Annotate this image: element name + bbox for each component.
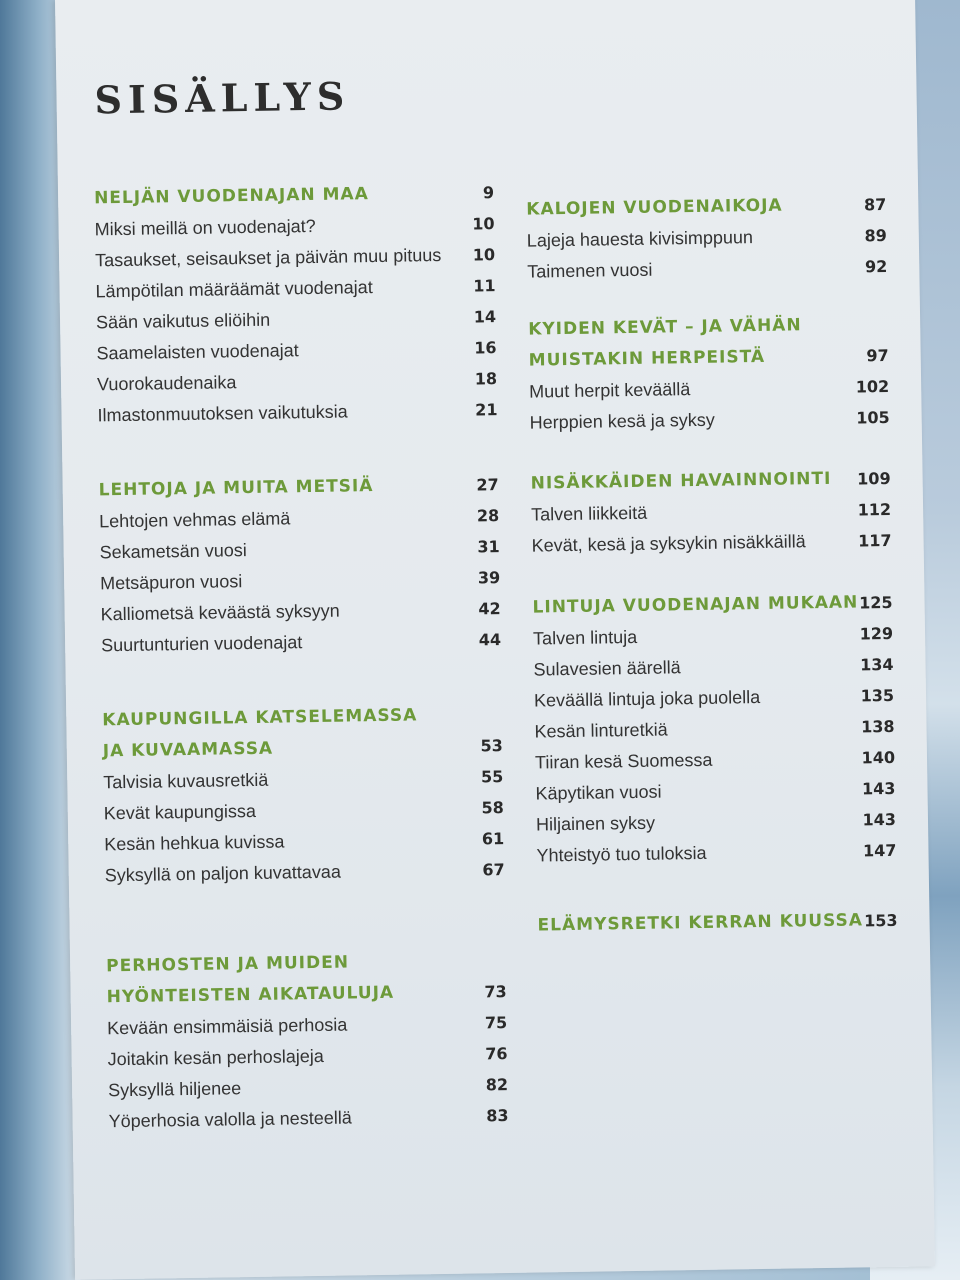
toc-entry-label: Tasaukset, seisaukset ja päivän muu pituus [94, 244, 442, 271]
toc-entry-label: Yhteistyö tuo tuloksia [536, 842, 707, 866]
toc-entry-page-number: 134 [859, 654, 894, 675]
toc-entry-label: Herppien kesä ja syksy [529, 409, 715, 433]
toc-entry-label: Joitakin kesän perhoslajeja [107, 1045, 324, 1070]
section-heading-line: LINTUJA VUODENAJAN MUKAAN [532, 592, 859, 618]
section-heading-line: PERHOSTEN JA MUIDEN [106, 952, 350, 977]
toc-section [537, 905, 897, 942]
toc-entry[interactable] [97, 394, 497, 431]
toc-entry-page-number: 42 [478, 599, 501, 619]
toc-section [98, 469, 501, 661]
toc-entry-label: Kalliometsä keväästä syksyyn [100, 600, 340, 625]
section-page-number: 27 [476, 475, 499, 495]
section-heading-line: MUISTAKIN HERPEISTÄ [528, 346, 766, 371]
toc-section [530, 463, 891, 562]
toc-entry-page-number: 31 [477, 537, 500, 557]
section-heading-text [106, 947, 394, 1014]
toc-entry-label: Syksyllä hiljenee [107, 1078, 242, 1101]
section-page-number: 97 [866, 345, 889, 366]
toc-entry-page-number: 39 [477, 568, 501, 588]
toc-entry-page-number: 76 [485, 1044, 508, 1064]
section-heading-line: KYIDEN KEVÄT – JA VÄHÄN [528, 315, 802, 340]
toc-entry-page-number: 89 [864, 225, 887, 246]
toc-entry-page-number: 140 [861, 747, 896, 768]
toc-entry-label: Yöperhosia valolla ja nesteellä [108, 1107, 352, 1132]
section-heading-text [98, 471, 373, 506]
section-heading[interactable] [528, 309, 889, 377]
section-heading[interactable] [106, 945, 507, 1013]
toc-entry[interactable] [531, 525, 891, 562]
toc-entry-label: Ilmastonmuutoksen vaikutuksia [97, 401, 348, 426]
toc-section [106, 945, 509, 1137]
toc-entry-label: Talven liikkeitä [530, 502, 648, 525]
toc-entry-page-number: 138 [860, 716, 895, 737]
section-heading-line: LEHTOJA JA MUITA METSIÄ [98, 476, 374, 501]
toc-entry-page-number: 10 [472, 214, 495, 234]
section-heading-text [528, 310, 802, 376]
section-heading-text [94, 179, 369, 214]
toc-section [528, 309, 890, 439]
toc-entry-page-number: 58 [481, 798, 504, 818]
toc-entry[interactable] [529, 402, 889, 439]
toc-entry-page-number: 102 [855, 376, 890, 397]
section-heading[interactable] [537, 905, 897, 942]
toc-entry-label: Sekametsän vuosi [99, 540, 247, 563]
section-page-number: 9 [482, 183, 495, 203]
toc-entry-page-number: 18 [474, 369, 498, 389]
toc-entry-label: Keväällä lintuja joka puolella [533, 687, 761, 711]
toc-entry-page-number: 75 [484, 1013, 508, 1033]
section-heading-text [532, 587, 858, 623]
toc-entry-label: Talvisia kuvausretkiä [103, 769, 269, 793]
toc-entry-page-number: 117 [858, 530, 892, 551]
toc-entry-page-number: 143 [862, 809, 897, 830]
toc-entry-label: Syksyllä on paljon kuvattavaa [104, 861, 342, 886]
toc-entry[interactable] [527, 251, 887, 288]
toc-entry-page-number: 44 [478, 630, 502, 650]
toc-entry-label: Lehtojen vehmas elämä [99, 508, 291, 532]
toc-entry-page-number: 105 [856, 407, 890, 428]
toc-entry-label: Lajeja hauesta kivisimppuun [526, 227, 754, 251]
toc-entry-page-number: 10 [472, 245, 496, 265]
toc-entry-page-number: 28 [476, 506, 500, 526]
toc-entry-page-number: 82 [485, 1075, 509, 1095]
toc-entry-label: Miksi meillä on vuodenajat? [94, 215, 316, 240]
toc-section [102, 699, 505, 891]
toc-entry-label: Metsäpuron vuosi [100, 571, 243, 594]
toc-entry-label: Kevään ensimmäisiä perhosia [107, 1014, 348, 1039]
toc-section [526, 189, 887, 288]
toc-entry-page-number: 83 [486, 1106, 509, 1126]
toc-entry[interactable] [101, 624, 501, 661]
section-heading[interactable] [532, 587, 892, 624]
toc-entry-label: Vuorokaudenaika [96, 372, 237, 395]
toc-entry-label: Hiljainen syksy [535, 812, 656, 835]
toc-entry-label: Muut herpit keväällä [529, 379, 691, 402]
toc-entry-page-number: 112 [857, 499, 892, 520]
toc-entry[interactable] [108, 1100, 508, 1137]
toc-entry-page-number: 67 [482, 860, 505, 880]
section-page-number: 87 [863, 194, 887, 215]
section-heading-text [102, 700, 418, 767]
section-heading-line: KAUPUNGILLA KATSELEMASSA [102, 705, 418, 731]
section-heading-text [537, 905, 863, 941]
toc-entry-page-number: 147 [862, 840, 897, 861]
book-page [55, 0, 935, 1280]
section-page-number: 73 [484, 982, 507, 1002]
section-heading-line: HYÖNTEISTEN AIKATAULUJA [106, 982, 395, 1008]
toc-entry-label: Sään vaikutus eliöihin [95, 309, 271, 333]
section-page-number: 153 [864, 910, 898, 931]
toc-entry[interactable] [105, 854, 505, 891]
section-heading-text [526, 191, 783, 226]
section-heading-text [530, 464, 831, 500]
section-page-number: 125 [859, 592, 893, 613]
toc-entry-label: Käpytikan vuosi [535, 781, 662, 804]
toc-entry-label: Kesän linturetkiä [534, 719, 668, 742]
toc-entry-page-number: 61 [481, 829, 505, 849]
section-heading-line: ELÄMYSRETKI KERRAN KUUSSA [537, 910, 864, 936]
toc-entry-label: Lämpötilan määräämät vuodenajat [95, 277, 373, 302]
toc-entry-page-number: 14 [473, 307, 497, 327]
toc-entry-label: Kevät, kesä ja syksykin nisäkkäillä [531, 531, 806, 556]
page-title: SISÄLLYS [94, 73, 351, 123]
toc-entry-label: Kevät kaupungissa [103, 800, 257, 824]
toc-entry-page-number: 135 [860, 685, 895, 706]
toc-entry-label: Sulavesien äärellä [533, 657, 681, 680]
section-heading[interactable] [102, 699, 503, 767]
section-heading-line: NISÄKKÄIDEN HAVAINNOINTI [530, 468, 832, 494]
toc-entry-page-number: 11 [473, 276, 496, 296]
section-page-number: 53 [480, 736, 503, 756]
toc-section [94, 177, 498, 431]
section-heading-line: JA KUVAAMASSA [102, 738, 274, 762]
toc-entry-label: Saamelaisten vuodenajat [96, 340, 299, 364]
toc-entry-page-number: 92 [864, 256, 888, 277]
toc-entry-page-number: 16 [474, 338, 497, 358]
section-heading-line: KALOJEN VUODENAIKOJA [526, 195, 783, 220]
toc-entry[interactable] [95, 239, 495, 276]
toc-section [532, 587, 896, 872]
toc-entry-page-number: 55 [480, 767, 504, 787]
toc-entry-page-number: 129 [859, 623, 894, 644]
toc-entry-label: Kesän hehkua kuvissa [104, 831, 285, 855]
toc-entry-label: Suurtunturien vuodenajat [100, 632, 303, 656]
toc-entry-label: Talven lintuja [532, 626, 638, 649]
section-page-number: 109 [857, 468, 891, 489]
toc-entry-label: Taimenen vuosi [527, 259, 653, 282]
toc-entry[interactable] [536, 835, 896, 872]
toc-entry-page-number: 21 [475, 400, 498, 420]
toc-entry-page-number: 143 [861, 778, 896, 799]
section-heading-line: NELJÄN VUODENAJAN MAA [93, 184, 369, 209]
toc-entry-label: Tiiran kesä Suomessa [534, 749, 713, 773]
